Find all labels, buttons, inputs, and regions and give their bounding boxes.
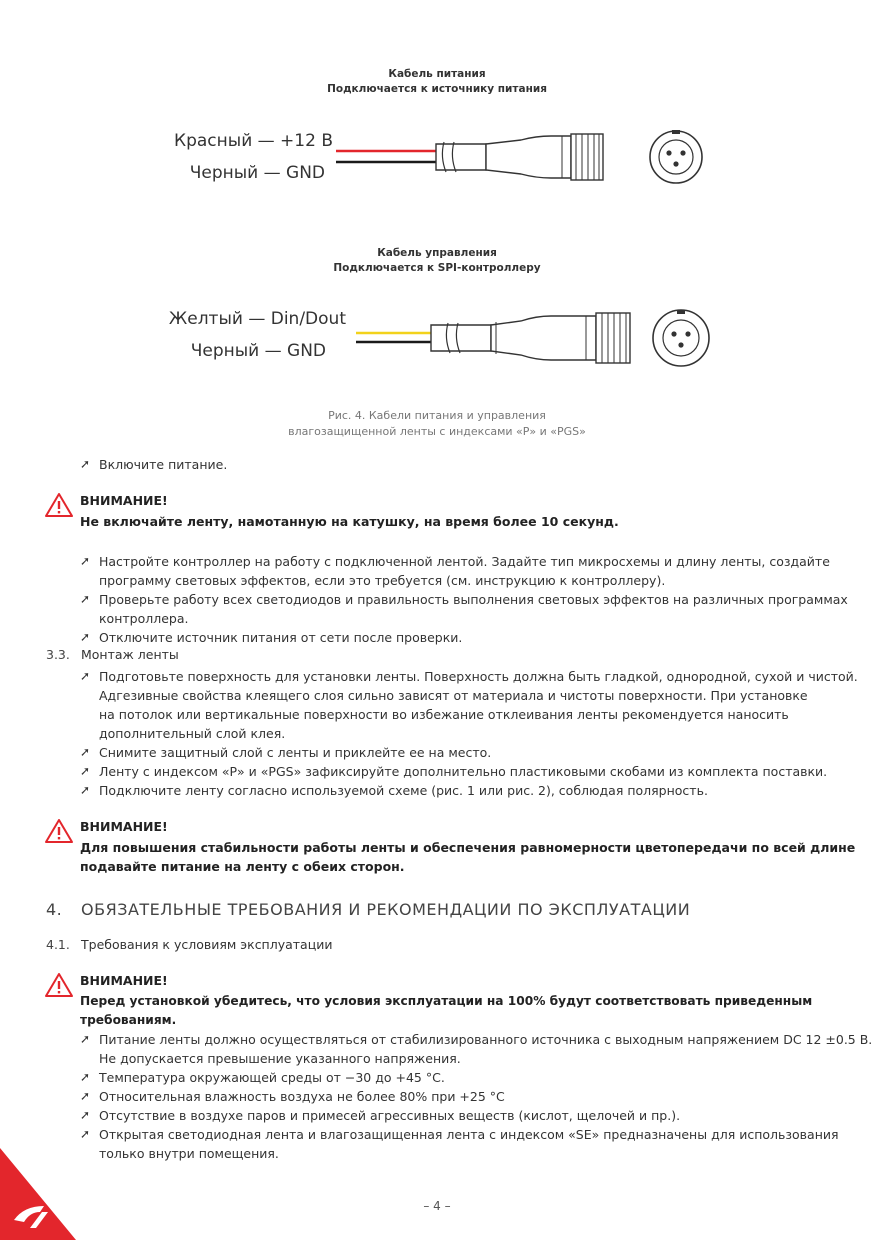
bullet-arrow-icon: ➚ [80,783,91,797]
brand-corner-logo [0,1148,80,1240]
step-mount-2: Снимите защитный слой с ленты и приклейте ее на место. [99,745,492,760]
req-5-line2: только внутри помещения. [99,1146,279,1161]
power-wire-red-label: Красный — +12 В [174,131,333,151]
bullet-arrow-icon: ➚ [80,1108,91,1122]
control-connector-boot [491,316,596,360]
step-check-1-line1: Настройте контроллер на работу с подключенной лентой. Задайте тип микросхемы и длину ленты, создайте [99,554,830,569]
step-check-1 [99,552,830,590]
bullet-arrow-icon: ➚ [80,457,91,471]
bullet-arrow-icon: ➚ [80,1127,91,1141]
req-1-line1: Питание ленты должно осуществляться от стабилизированного источника с выходным напряжением DC 12 ±0.5 В. [99,1032,873,1047]
warning-icon [44,972,74,998]
req-3: Относительная влажность воздуха не более 80% при +25 °C [99,1089,505,1104]
step-check-2 [99,590,848,628]
step-check-3: Отключите источник питания от сети после проверки. [99,630,463,645]
control-wire-black-label: Черный — GND [190,341,326,361]
warning-2-line1: Для повышения стабильности работы ленты и обеспечения равномерности цветопередачи по всей длине [80,840,856,855]
figure-caption-line2: влагозащищенной ленты с индексами «P» и «PGS» [288,425,586,438]
warning-2-title: ВНИМАНИЕ! [80,819,168,834]
section-4-title: ОБЯЗАТЕЛЬНЫЕ ТРЕБОВАНИЯ И РЕКОМЕНДАЦИИ ПО ЭКСПЛУАТАЦИИ [81,900,691,919]
bullet-arrow-icon: ➚ [80,669,91,683]
bullet-arrow-icon: ➚ [80,592,91,606]
step-mount-1-line3: на потолок или вертикальные поверхности во избежание отклеивания ленты рекомендуется наносить [99,707,789,722]
step-mount-1-line1: Подготовьте поверхность для установки ленты. Поверхность должна быть гладкой, однородной, сухой и чистой. [99,669,858,684]
warning-2-line2: подавайте питание на ленту с обеих сторон. [80,859,405,874]
power-cable-title: Кабель питания [388,68,486,80]
section-4-1-number: 4.1. [46,937,70,952]
req-5-line1: Открытая светодиодная лента и влагозащищенная лента с индексом «SE» предназначены для использования [99,1127,839,1142]
control-cable-caption [0,246,874,276]
req-1-line2: Не допускается превышение указанного напряжения. [99,1051,461,1066]
bullet-arrow-icon: ➚ [80,1032,91,1046]
control-cable-drawing [356,300,716,372]
bullet-arrow-icon: ➚ [80,1089,91,1103]
warning-3-text: Перед установкой убедитесь, что условия эксплуатации на 100% будут соответствовать приведенным требованиям. [80,994,813,1027]
step-mount-1 [99,667,858,743]
bullet-arrow-icon: ➚ [80,745,91,759]
warning-3-title: ВНИМАНИЕ! [80,973,168,988]
bullet-arrow-icon: ➚ [80,764,91,778]
page-number: – 4 – [423,1199,451,1213]
power-wire-black-label: Черный — GND [189,163,325,183]
section-4-number: 4. [46,900,63,919]
section-4-1-title: Требования к условиям эксплуатации [81,937,333,952]
warning-icon [44,818,74,844]
step-power-on: Включите питание. [99,457,228,472]
req-4: Отсутствие в воздухе паров и примесей агрессивных веществ (кислот, щелочей и пр.). [99,1108,681,1123]
section-3-3-number: 3.3. [46,647,70,662]
warning-2-text [80,838,855,876]
power-cable-subtitle: Подключается к источнику питания [327,83,547,95]
power-cable-caption [0,67,874,97]
power-cable-drawing [336,122,716,192]
bullet-arrow-icon: ➚ [80,1070,91,1084]
step-mount-1-line2: Адгезивные свойства клеящего слоя сильно зависят от материала и чистоты поверхности. При установке [99,688,808,703]
req-1 [99,1030,872,1068]
req-5 [99,1125,839,1163]
figure-caption [0,408,874,440]
control-connector-nut [596,313,630,363]
bullet-arrow-icon: ➚ [80,630,91,644]
section-3-3-title: Монтаж ленты [81,647,179,662]
step-mount-3: Ленту с индексом «P» и «PGS» зафиксируйте дополнительно пластиковыми скобами из комплекта поставки. [99,764,828,779]
control-cable-title: Кабель управления [377,247,497,259]
step-check-2-line2: контроллера. [99,611,189,626]
control-wire-yellow-label: Желтый — Din/Dout [168,309,346,329]
step-mount-4: Подключите ленту согласно используемой схеме (рис. 1 или рис. 2), соблюдая полярность. [99,783,708,798]
control-cable-sheath [431,325,491,351]
figure-caption-line1: Рис. 4. Кабели питания и управления [328,409,546,422]
step-mount-1-line4: дополнительный слой клея. [99,726,286,741]
step-check-2-line1: Проверьте работу всех светодиодов и правильность выполнения световых эффектов на различных программах [99,592,848,607]
power-connector-boot [486,136,571,178]
bullet-arrow-icon: ➚ [80,554,91,568]
warning-1-text: Не включайте ленту, намотанную на катушку, на время более 10 секунд. [80,514,619,529]
warning-icon [44,492,74,518]
req-2: Температура окружающей среды от −30 до +45 °C. [99,1070,445,1085]
control-cable-subtitle: Подключается к SPI-контроллеру [333,262,541,274]
step-check-1-line2: программу световых эффектов, если это требуется (см. инструкцию к контроллеру). [99,573,666,588]
warning-1-title: ВНИМАНИЕ! [80,493,168,508]
